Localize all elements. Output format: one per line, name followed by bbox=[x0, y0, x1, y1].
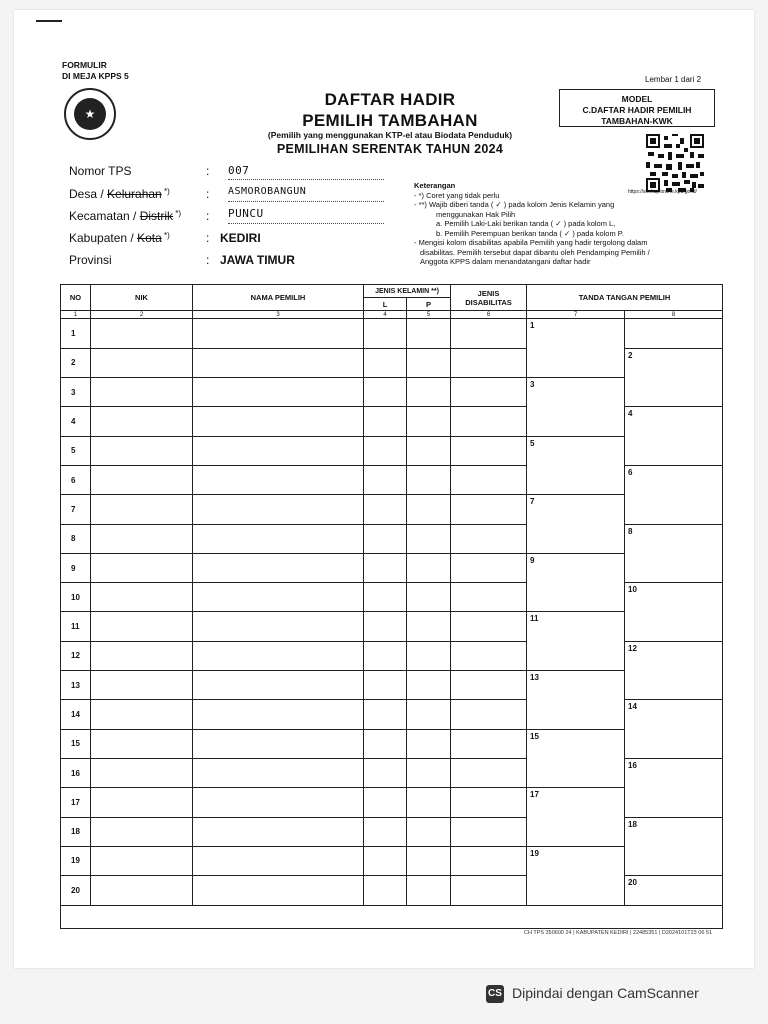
signature-number: 17 bbox=[530, 790, 539, 800]
signature-cell-right[interactable] bbox=[625, 495, 723, 524]
nik-cell[interactable] bbox=[91, 671, 193, 700]
row-number: 7 bbox=[61, 495, 91, 524]
attendance-table bbox=[60, 284, 723, 929]
col-l-header: L bbox=[364, 298, 407, 311]
nama-cell[interactable] bbox=[193, 671, 364, 700]
nama-cell[interactable] bbox=[193, 495, 364, 524]
disabilitas-cell[interactable] bbox=[451, 729, 527, 758]
signature-cell-left[interactable] bbox=[527, 495, 625, 524]
nama-cell[interactable] bbox=[193, 612, 364, 641]
signature-cell-right[interactable] bbox=[625, 319, 723, 349]
table-row bbox=[61, 817, 723, 846]
row-number: 2 bbox=[61, 348, 91, 377]
keterangan-heading: Keterangan bbox=[414, 181, 456, 190]
row-number: 13 bbox=[61, 671, 91, 700]
signature-cell-left[interactable] bbox=[527, 846, 625, 875]
nik-cell[interactable] bbox=[91, 788, 193, 817]
col-disabilitas-header bbox=[451, 285, 527, 311]
table-row bbox=[61, 788, 723, 817]
signature-number: 9 bbox=[530, 555, 535, 565]
signature-cell-left[interactable] bbox=[527, 758, 625, 787]
model-line2: C.DAFTAR HADIR PEMILIH bbox=[582, 105, 692, 115]
jk-l-cell[interactable] bbox=[364, 671, 407, 700]
disabilitas-cell[interactable] bbox=[451, 319, 527, 349]
nama-cell[interactable] bbox=[193, 846, 364, 875]
formulir-line1: FORMULIR bbox=[62, 60, 107, 70]
camscanner-watermark bbox=[486, 985, 699, 1003]
keterangan-line: menggunakan Hak Pilih bbox=[436, 209, 516, 219]
disabilitas-cell[interactable] bbox=[451, 495, 527, 524]
title-line3: PEMILIHAN SERENTAK TAHUN 2024 bbox=[276, 142, 504, 156]
disabilitas-cell[interactable] bbox=[451, 612, 527, 641]
jk-p-cell[interactable] bbox=[407, 553, 451, 582]
nik-cell[interactable] bbox=[91, 729, 193, 758]
keterangan-line: b. Pemilih Perempuan berikan tanda ( ✓ ) pada kolom P. bbox=[436, 228, 624, 238]
col-number: 3 bbox=[193, 311, 364, 319]
row-number: 1 bbox=[61, 319, 91, 349]
disabilitas-cell[interactable] bbox=[451, 788, 527, 817]
jk-l-cell[interactable] bbox=[364, 407, 407, 436]
col-p-header: P bbox=[407, 298, 451, 311]
nama-cell[interactable] bbox=[193, 729, 364, 758]
nik-cell[interactable] bbox=[91, 612, 193, 641]
col-number: 5 bbox=[407, 311, 451, 319]
row-number: 17 bbox=[61, 788, 91, 817]
col-tanda-tangan-header: TANDA TANGAN PEMILIH bbox=[527, 285, 723, 311]
keterangan-notes bbox=[414, 181, 714, 267]
nik-cell[interactable] bbox=[91, 348, 193, 377]
signature-number: 10 bbox=[628, 585, 637, 595]
signature-cell-right[interactable] bbox=[625, 348, 723, 377]
signature-cell-right[interactable] bbox=[625, 641, 723, 670]
table-row bbox=[61, 553, 723, 582]
nama-cell[interactable] bbox=[193, 319, 364, 349]
disabilitas-cell[interactable] bbox=[451, 876, 527, 906]
signature-cell-right[interactable] bbox=[625, 524, 723, 553]
nik-cell[interactable] bbox=[91, 378, 193, 407]
nama-cell[interactable] bbox=[193, 465, 364, 494]
signature-cell-right[interactable] bbox=[625, 758, 723, 787]
jk-l-cell[interactable] bbox=[364, 729, 407, 758]
nik-cell[interactable] bbox=[91, 817, 193, 846]
nomor-tps-label: Nomor TPS bbox=[69, 164, 132, 178]
jk-p-cell[interactable] bbox=[407, 407, 451, 436]
jk-p-cell[interactable] bbox=[407, 436, 451, 465]
disabilitas-cell[interactable] bbox=[451, 524, 527, 553]
signature-cell-left[interactable] bbox=[527, 583, 625, 612]
nama-cell[interactable] bbox=[193, 553, 364, 582]
jk-p-cell[interactable] bbox=[407, 758, 451, 787]
col-number: 4 bbox=[364, 311, 407, 319]
col-nama-header: NAMA PEMILIH bbox=[193, 285, 364, 311]
signature-number: 14 bbox=[628, 702, 637, 712]
jk-l-cell[interactable] bbox=[364, 553, 407, 582]
row-number: 20 bbox=[61, 876, 91, 906]
signature-number: 6 bbox=[628, 467, 633, 477]
jk-l-cell[interactable] bbox=[364, 876, 407, 906]
camscanner-text: Dipindai dengan CamScanner bbox=[512, 985, 699, 1001]
signature-cell-left[interactable] bbox=[527, 641, 625, 670]
signature-cell-left[interactable] bbox=[527, 407, 625, 436]
jk-p-cell[interactable] bbox=[407, 612, 451, 641]
row-number: 15 bbox=[61, 729, 91, 758]
table-row bbox=[61, 700, 723, 729]
table-row bbox=[61, 436, 723, 465]
model-line3: TAMBAHAN-KWK bbox=[601, 116, 673, 126]
nik-cell[interactable] bbox=[91, 524, 193, 553]
footnote-mark: *) bbox=[161, 231, 170, 240]
table-row bbox=[61, 583, 723, 612]
formulir-line2: DI MEJA KPPS 5 bbox=[62, 71, 129, 81]
desa-label bbox=[69, 187, 170, 201]
jk-p-cell[interactable] bbox=[407, 583, 451, 612]
form-footer-code: CH TPS 350600 24 | KABUPATEN KEDIRI | 22485351 | D2024101T23 06 51 bbox=[524, 930, 713, 936]
col-number: 1 bbox=[61, 311, 91, 319]
signature-number: 2 bbox=[628, 350, 633, 360]
jk-p-cell[interactable] bbox=[407, 788, 451, 817]
nama-cell[interactable] bbox=[193, 788, 364, 817]
kecamatan-label-text: Kecamatan / bbox=[69, 209, 140, 223]
signature-cell-left[interactable] bbox=[527, 524, 625, 553]
table-footer-row bbox=[61, 905, 723, 928]
keterangan-line: Anggota KPPS dalam menandatangani daftar hadir bbox=[420, 257, 591, 266]
disabilitas-cell[interactable] bbox=[451, 700, 527, 729]
kpu-logo: ★ bbox=[64, 88, 116, 140]
jk-l-cell[interactable] bbox=[364, 319, 407, 349]
signature-cell-left[interactable] bbox=[527, 876, 625, 906]
jk-p-cell[interactable] bbox=[407, 378, 451, 407]
signature-number: 18 bbox=[628, 819, 637, 829]
title-line2: PEMILIH TAMBAHAN bbox=[302, 111, 478, 130]
nama-cell[interactable] bbox=[193, 436, 364, 465]
signature-number: 1 bbox=[530, 321, 535, 330]
signature-cell-right[interactable] bbox=[625, 378, 723, 407]
nama-cell[interactable] bbox=[193, 700, 364, 729]
kecamatan-value[interactable]: PUNCU bbox=[228, 207, 264, 220]
table-row bbox=[61, 378, 723, 407]
nik-cell[interactable] bbox=[91, 319, 193, 349]
signature-cell-right[interactable] bbox=[625, 465, 723, 494]
keterangan-line: disabilitas. Pemilih tersebut dapat dibantu oleh Pendamping Pemilih / bbox=[420, 247, 650, 257]
signature-cell-right[interactable] bbox=[625, 436, 723, 465]
model-line1: MODEL bbox=[621, 94, 653, 104]
col-number: 6 bbox=[451, 311, 527, 319]
kecamatan-label bbox=[69, 209, 181, 223]
signature-cell-right[interactable] bbox=[625, 700, 723, 729]
nama-cell[interactable] bbox=[193, 583, 364, 612]
keterangan-line: - *) Coret yang tidak perlu bbox=[414, 190, 500, 200]
signature-cell-right[interactable] bbox=[625, 583, 723, 612]
jk-p-cell[interactable] bbox=[407, 729, 451, 758]
jk-p-cell[interactable] bbox=[407, 524, 451, 553]
nik-cell[interactable] bbox=[91, 495, 193, 524]
disabilitas-cell[interactable] bbox=[451, 583, 527, 612]
disabilitas-line1: JENIS bbox=[477, 288, 500, 298]
nama-cell[interactable] bbox=[193, 378, 364, 407]
disabilitas-cell[interactable] bbox=[451, 553, 527, 582]
jk-p-cell[interactable] bbox=[407, 465, 451, 494]
keterangan-line: - **) Wajib diberi tanda ( ✓ ) pada kolom Jenis Kelamin yang bbox=[414, 200, 615, 209]
jk-l-cell[interactable] bbox=[364, 788, 407, 817]
disabilitas-cell[interactable] bbox=[451, 465, 527, 494]
desa-label-text: Desa / bbox=[69, 187, 108, 201]
sheet-number: Lembar 1 dari 2 bbox=[645, 75, 702, 84]
jk-p-cell[interactable] bbox=[407, 876, 451, 906]
row-number: 9 bbox=[61, 553, 91, 582]
signature-cell-left[interactable] bbox=[527, 612, 625, 641]
row-number: 4 bbox=[61, 407, 91, 436]
col-number: 7 bbox=[527, 311, 625, 319]
nik-cell[interactable] bbox=[91, 553, 193, 582]
nik-cell[interactable] bbox=[91, 436, 193, 465]
row-number: 14 bbox=[61, 700, 91, 729]
provinsi-label: Provinsi bbox=[69, 253, 112, 267]
footnote-mark: *) bbox=[161, 187, 170, 196]
jk-l-cell[interactable] bbox=[364, 524, 407, 553]
nama-cell[interactable] bbox=[193, 641, 364, 670]
nama-cell[interactable] bbox=[193, 407, 364, 436]
colon: : bbox=[206, 253, 210, 267]
signature-number: 12 bbox=[628, 643, 637, 653]
signature-cell-right[interactable] bbox=[625, 612, 723, 641]
dotted-line bbox=[228, 179, 384, 180]
nomor-tps-value[interactable]: 007 bbox=[228, 164, 250, 177]
colon: : bbox=[206, 164, 210, 178]
signature-cell-right[interactable] bbox=[625, 729, 723, 758]
table-footer-cell bbox=[61, 905, 723, 928]
signature-number: 3 bbox=[530, 380, 535, 390]
nama-cell[interactable] bbox=[193, 524, 364, 553]
signature-cell-left[interactable] bbox=[527, 788, 625, 817]
dotted-line bbox=[228, 223, 384, 224]
signature-cell-right[interactable] bbox=[625, 671, 723, 700]
jk-l-cell[interactable] bbox=[364, 495, 407, 524]
jk-l-cell[interactable] bbox=[364, 465, 407, 494]
title-line1: DAFTAR HADIR bbox=[324, 90, 456, 109]
row-number: 3 bbox=[61, 378, 91, 407]
jk-l-cell[interactable] bbox=[364, 846, 407, 875]
jk-p-cell[interactable] bbox=[407, 700, 451, 729]
signature-number: 19 bbox=[530, 848, 539, 858]
jk-p-cell[interactable] bbox=[407, 671, 451, 700]
jk-l-cell[interactable] bbox=[364, 817, 407, 846]
col-nik-header: NIK bbox=[91, 285, 193, 311]
signature-cell-left[interactable] bbox=[527, 436, 625, 465]
disabilitas-cell[interactable] bbox=[451, 378, 527, 407]
col-number: 8 bbox=[625, 311, 723, 319]
row-number: 11 bbox=[61, 612, 91, 641]
row-number: 16 bbox=[61, 758, 91, 787]
row-number: 18 bbox=[61, 817, 91, 846]
disabilitas-cell[interactable] bbox=[451, 846, 527, 875]
table-row bbox=[61, 729, 723, 758]
nik-cell[interactable] bbox=[91, 407, 193, 436]
row-number: 5 bbox=[61, 436, 91, 465]
jk-l-cell[interactable] bbox=[364, 378, 407, 407]
signature-cell-right[interactable] bbox=[625, 407, 723, 436]
nik-cell[interactable] bbox=[91, 758, 193, 787]
signature-cell-left[interactable] bbox=[527, 700, 625, 729]
jk-l-cell[interactable] bbox=[364, 436, 407, 465]
disabilitas-cell[interactable] bbox=[451, 436, 527, 465]
camscanner-icon: CS bbox=[486, 985, 504, 1003]
col-no-header: NO bbox=[61, 285, 91, 311]
signature-cell-left[interactable] bbox=[527, 348, 625, 377]
nik-cell[interactable] bbox=[91, 583, 193, 612]
disabilitas-line2: DISABILITAS bbox=[465, 297, 512, 307]
signature-cell-left[interactable] bbox=[527, 465, 625, 494]
signature-number: 8 bbox=[628, 526, 633, 536]
signature-cell-right[interactable] bbox=[625, 846, 723, 875]
signature-cell-right[interactable] bbox=[625, 553, 723, 582]
kelurahan-struck: Kelurahan bbox=[107, 187, 162, 201]
signature-cell-left[interactable] bbox=[527, 378, 625, 407]
disabilitas-cell[interactable] bbox=[451, 758, 527, 787]
jk-l-cell[interactable] bbox=[364, 758, 407, 787]
col-number: 2 bbox=[91, 311, 193, 319]
colon: : bbox=[206, 231, 210, 245]
kabupaten-label bbox=[69, 231, 170, 245]
colon: : bbox=[206, 187, 210, 201]
row-number: 19 bbox=[61, 846, 91, 875]
nik-cell[interactable] bbox=[91, 465, 193, 494]
jk-l-cell[interactable] bbox=[364, 583, 407, 612]
nama-cell[interactable] bbox=[193, 817, 364, 846]
nik-cell[interactable] bbox=[91, 700, 193, 729]
signature-cell-left[interactable] bbox=[527, 671, 625, 700]
table-row bbox=[61, 348, 723, 377]
nama-cell[interactable] bbox=[193, 876, 364, 906]
subtitle: (Pemilih yang menggunakan KTP-el atau Biodata Penduduk) bbox=[267, 130, 513, 140]
kabupaten-value: KEDIRI bbox=[220, 231, 261, 245]
table-row bbox=[61, 758, 723, 787]
model-box bbox=[559, 89, 715, 127]
signature-number: 16 bbox=[628, 760, 637, 770]
qr-url: https://sirekapfonline.kpu.go.id/ bbox=[628, 189, 697, 195]
jk-p-cell[interactable] bbox=[407, 348, 451, 377]
signature-number: 7 bbox=[530, 497, 535, 507]
provinsi-value: JAWA TIMUR bbox=[220, 253, 295, 267]
footnote-mark: *) bbox=[173, 209, 182, 218]
kabupaten-label-text: Kabupaten / bbox=[69, 231, 138, 245]
distrik-struck: Distrik bbox=[139, 209, 174, 223]
jk-l-cell[interactable] bbox=[364, 348, 407, 377]
table-row bbox=[61, 319, 723, 349]
nik-cell[interactable] bbox=[91, 876, 193, 906]
table-row bbox=[61, 495, 723, 524]
row-number: 8 bbox=[61, 524, 91, 553]
table-row bbox=[61, 465, 723, 494]
signature-number: 15 bbox=[530, 731, 539, 741]
disabilitas-cell[interactable] bbox=[451, 671, 527, 700]
nama-cell[interactable] bbox=[193, 758, 364, 787]
signature-cell-right[interactable] bbox=[625, 817, 723, 846]
table-row bbox=[61, 846, 723, 875]
keterangan-line: - Mengisi kolom disabilitas apabila Pemilih yang hadir tergolong dalam bbox=[414, 238, 648, 247]
row-number: 10 bbox=[61, 583, 91, 612]
colon: : bbox=[206, 209, 210, 223]
col-jenis-kelamin-header: JENIS KELAMIN **) bbox=[364, 285, 451, 298]
jk-p-cell[interactable] bbox=[407, 319, 451, 349]
signature-number: 13 bbox=[530, 673, 539, 683]
signature-number: 11 bbox=[530, 614, 539, 624]
desa-value[interactable]: ASMOROBANGUN bbox=[228, 186, 307, 197]
jk-p-cell[interactable] bbox=[407, 846, 451, 875]
jk-l-cell[interactable] bbox=[364, 700, 407, 729]
signature-cell-right[interactable] bbox=[625, 876, 723, 906]
kota-struck: Kota bbox=[137, 231, 162, 245]
dotted-line bbox=[228, 201, 384, 202]
nik-cell[interactable] bbox=[91, 846, 193, 875]
signature-cell-right[interactable] bbox=[625, 788, 723, 817]
row-number: 12 bbox=[61, 641, 91, 670]
keterangan-line: a. Pemilih Laki-Laki berikan tanda ( ✓ ) pada kolom L, bbox=[436, 219, 616, 228]
table-row bbox=[61, 876, 723, 906]
table-row bbox=[61, 407, 723, 436]
table-row bbox=[61, 524, 723, 553]
table-row bbox=[61, 612, 723, 641]
jk-l-cell[interactable] bbox=[364, 612, 407, 641]
jk-p-cell[interactable] bbox=[407, 495, 451, 524]
disabilitas-cell[interactable] bbox=[451, 348, 527, 377]
signature-cell-left[interactable] bbox=[527, 729, 625, 758]
signature-number: 5 bbox=[530, 438, 535, 448]
pen-mark bbox=[36, 20, 62, 22]
signature-number: 20 bbox=[628, 878, 637, 888]
signature-cell-left[interactable] bbox=[527, 553, 625, 582]
signature-cell-left[interactable] bbox=[527, 817, 625, 846]
formulir-label bbox=[62, 60, 129, 82]
jk-l-cell[interactable] bbox=[364, 641, 407, 670]
disabilitas-cell[interactable] bbox=[451, 641, 527, 670]
disabilitas-cell[interactable] bbox=[451, 407, 527, 436]
signature-cell-left[interactable] bbox=[527, 319, 625, 349]
disabilitas-cell[interactable] bbox=[451, 817, 527, 846]
table-row bbox=[61, 641, 723, 670]
table-row bbox=[61, 671, 723, 700]
signature-number: 4 bbox=[628, 409, 633, 419]
jk-p-cell[interactable] bbox=[407, 641, 451, 670]
row-number: 6 bbox=[61, 465, 91, 494]
nama-cell[interactable] bbox=[193, 348, 364, 377]
jk-p-cell[interactable] bbox=[407, 817, 451, 846]
nik-cell[interactable] bbox=[91, 641, 193, 670]
